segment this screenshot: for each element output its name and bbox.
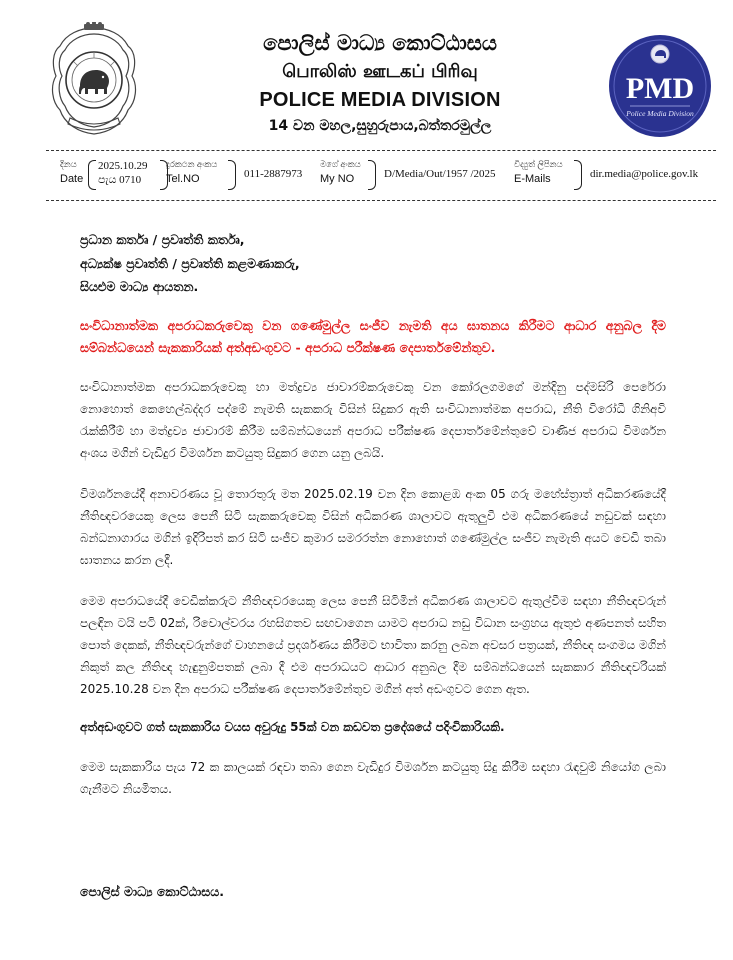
myno-brace: [368, 160, 376, 190]
date-value: 2025.10.29: [98, 160, 148, 172]
pmd-logo-text: PMD: [625, 72, 695, 105]
paragraph-4: අත්අඩංගුවට ගත් සැකකාරිය වයස අවුරුදු 55ක් වන කඩවත ප්‍රදේශයේ පදිංචිකාරියකි.: [80, 719, 505, 734]
addressee-line-1: ප්‍රධාන කර්තෘ / ප්‍රවෘත්ති කර්තෘ,: [80, 232, 245, 247]
paragraph-2: විමර්ශනයේදී අනාවරණය වූ තොරතුරු මත 2025.02.19 වන දින කොළඹ අංක 05 ගරු මහේස්ත්‍රාත් අධිකරණයේදී නීතිඥවරයෙකු ලෙස පෙනී සිටි සැකකරුවෙකු විසින් අධිකරණ ශාලාවට ඇතුලුවී එම අධිකරණයේ නඩුවක් සඳහා බන්ධනාගාරය මගින් ඉදිරිපත් කර සිටි සංජීව කුමාර සමරරත්න නොහොත් ගණේමුල්ල සංජීව නැමැති අයට වෙඩි තබා ඝාතනය කරන ලදී.: [80, 486, 666, 567]
signature: පොලිස් මාධ්‍ය කොට්ඨාසය.: [80, 884, 224, 899]
tel-label-si: දුරකථන අංකය: [166, 159, 218, 169]
meta-tel: [166, 158, 316, 198]
pmd-logo-subtitle: Police Media Division: [626, 109, 694, 118]
paragraph-1: සංවිධානාත්මක අපරාධකරුවෙකු හා මත්ද්‍රව්‍ය ජාවාරම්කරුවෙකු වන කෝරලගමගේ මන්දිනු පද්මසිරි පෙරේරා නොහොත් කෙහෙල්බද්දර පද්මේ නැමති සැකකරු විසින් සිදුකර ඇති සංවිධානාත්මක අපරාධ, නීති විරෝධී ගිනිඅවි රැක්කිරීම් හා මත්ද්‍රව්‍ය ජාවාරම් කිරීම සම්බන්ධයෙන් අපරාධ පරීක්ෂණ දෙපාර්තමේන්තුවේ වාණිජ අපරාධ විමර්ශන අංශය මගින් වැඩිදුර විමර්ශන කටයුතු සිදුකර ගෙන යනු ලබයි.: [80, 379, 666, 460]
police-emblem-icon: [48, 22, 140, 140]
email-value: dir.media@police.gov.lk: [590, 168, 699, 180]
time-value: පැය 0710: [98, 174, 142, 186]
myno-label-en: My NO: [320, 173, 355, 185]
meta-divider: [46, 200, 716, 201]
tel-label-en: Tel.NO: [166, 173, 200, 185]
addressee-block: [80, 228, 666, 299]
paragraph-5: මෙම සැකකාරිය පැය 72 ක කාලයක් රඳවා තබා ගෙන වැඩිදුර විමර්ශන කටයුතු සිදු කිරීම සඳහා රැඳවුම් නියෝග ලබා ගැනීමට නියමිතය.: [80, 759, 666, 796]
meta-email: [514, 158, 714, 198]
myno-label-si: මගේ අංකය: [320, 159, 361, 169]
header-divider: [46, 150, 716, 151]
meta-myno: [320, 158, 520, 198]
date-label-en: Date: [60, 173, 84, 185]
myno-value: D/Media/Out/1957 /2025: [384, 168, 496, 180]
office-address: 14 වන මහල,සුහුරුපාය,බත්තරමුල්ල: [268, 118, 492, 134]
email-brace: [574, 160, 582, 190]
tel-value: 011-2887973: [244, 168, 303, 180]
title-sinhala: පොලිස් මාධ්‍ය කොට්ඨාසය: [263, 31, 497, 55]
pmd-logo-icon: [608, 34, 712, 138]
date-label-si: දිනය: [60, 159, 77, 169]
addressee-line-2: අධ්‍යක්ෂ ප්‍රවෘත්ති / ප්‍රවෘත්ති කළමණාකරු,: [80, 255, 300, 271]
press-release-body: [80, 228, 666, 800]
title-english: POLICE MEDIA DIVISION: [259, 89, 501, 111]
title-tamil: பொலிஸ் ஊடகப் பிரிவு: [282, 61, 478, 82]
date-brace-open: [88, 160, 96, 190]
letterhead: [180, 28, 580, 138]
subject-heading: සංවිධානාත්මක අපරාධකරුවෙකු වන ගණේමුල්ල සංජීව නැමති අය ඝාතනය කිරීමට ආධාර අනුබල දීම සම්බන්ධයෙන් සැකකාරියක් අත්අඩංගුවට - අපරාධ පරීක්ෂණ දෙපාර්තමේන්තුව.: [80, 317, 666, 355]
email-label-en: E-Mails: [514, 173, 551, 185]
email-label-si: විද්‍යුත් ලිපිනය: [514, 159, 563, 169]
addressee-line-3: සියළුම මාධ්‍ය ආයතන.: [80, 279, 199, 294]
paragraph-3: මෙම අපරාධයේදී වෙඩික්කරුට නීතිඥවරයෙකු ලෙස පෙනී සිටිමින් අධිකරණ ශාලාවට ඇතුල්වීම සඳහා නීතිඥවරුන් පලඳින ටයි පටි 02ක්, රිවොල්වරය රහසිගතව සඟවාගෙන යාමට අපරාධ නඩු විධාන සංග්‍රහය ඇතුළු අණපනත් සහිත පොත් දෙකක්, නීතිඥවරුන්ගේ වාහනයේ ප්‍රදර්ශණය කිරීමට භාවිතා කරනු ලබන අවසර පත්‍රයක්, නීතිඥ සංගමය මගින් නිකුත් කල නීතිඥ හැඳුනුම්පතක් ලබා දී එම අපරාධයට ආධාර අනුබල දීම සම්බන්ධයෙන් සැකකාර නීතිඥවරියක් 2025.10.28 වන දින අපරාධ පරීක්ෂණ දෙපාර්තමේන්තුව මගින් අත් අඩංගුවට ගෙන ඇත.: [80, 593, 666, 696]
tel-brace: [228, 160, 236, 190]
